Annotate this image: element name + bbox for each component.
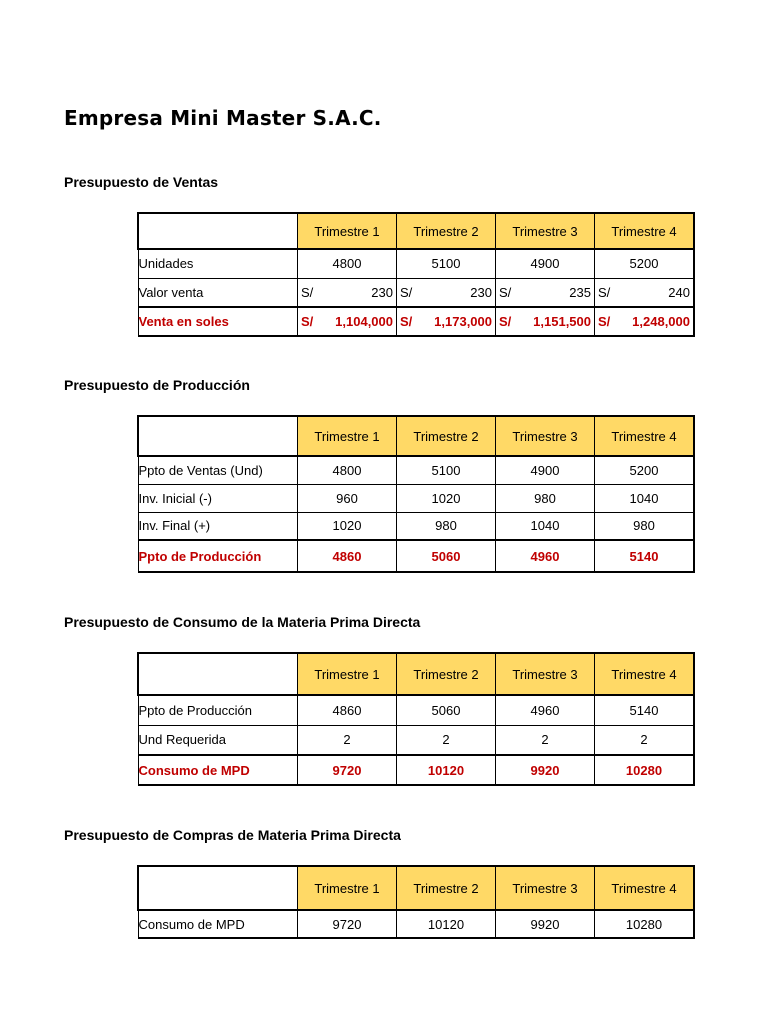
quarter-header: Trimestre 4 bbox=[595, 213, 695, 249]
cell-value: 1,151,500 bbox=[533, 314, 591, 329]
header-row bbox=[138, 213, 694, 249]
cell-value: 1,248,000 bbox=[632, 314, 690, 329]
cell-value: 4900 bbox=[496, 456, 595, 484]
table-row bbox=[138, 456, 694, 484]
blank-cell bbox=[138, 416, 298, 456]
cell-value: 240 bbox=[668, 284, 690, 300]
quarter-header: Trimestre 2 bbox=[397, 213, 496, 249]
cell-value: 2 bbox=[496, 725, 595, 755]
cell-value: 2 bbox=[397, 725, 496, 755]
cell-value: 9720 bbox=[298, 755, 397, 785]
table-compras bbox=[137, 865, 695, 939]
cell-currency-value bbox=[496, 307, 595, 336]
header-row bbox=[138, 653, 694, 695]
cell-value: 4960 bbox=[496, 540, 595, 572]
cell-value: 5200 bbox=[595, 249, 695, 278]
cell-value: 1,173,000 bbox=[434, 314, 492, 329]
section-heading-ventas: Presupuesto de Ventas bbox=[64, 174, 219, 190]
total-row bbox=[138, 755, 694, 785]
currency-symbol: S/ bbox=[301, 284, 314, 300]
cell-value: 5060 bbox=[397, 540, 496, 572]
cell-value: 4800 bbox=[298, 456, 397, 484]
table-row bbox=[138, 249, 694, 278]
quarter-header: Trimestre 1 bbox=[298, 653, 397, 695]
quarter-header: Trimestre 4 bbox=[595, 866, 695, 910]
cell-value: 1020 bbox=[298, 512, 397, 540]
quarter-header: Trimestre 2 bbox=[397, 866, 496, 910]
row-label: Ppto de Producción bbox=[138, 540, 298, 572]
row-label: Valor venta bbox=[138, 278, 298, 307]
cell-currency-value bbox=[595, 278, 695, 307]
cell-value: 10120 bbox=[397, 910, 496, 938]
row-label: Und Requerida bbox=[138, 725, 298, 755]
table-row bbox=[138, 695, 694, 725]
quarter-header: Trimestre 4 bbox=[595, 416, 695, 456]
cell-currency-value bbox=[298, 278, 397, 307]
row-label: Unidades bbox=[138, 249, 298, 278]
cell-value: 4900 bbox=[496, 249, 595, 278]
table-row bbox=[138, 512, 694, 540]
row-label: Ppto de Producción bbox=[138, 695, 298, 725]
header-row bbox=[138, 416, 694, 456]
currency-symbol: S/ bbox=[499, 284, 512, 300]
blank-cell bbox=[138, 866, 298, 910]
row-label: Consumo de MPD bbox=[138, 910, 298, 938]
currency-symbol: S/ bbox=[499, 314, 512, 329]
cell-value: 2 bbox=[595, 725, 695, 755]
cell-value: 230 bbox=[470, 284, 492, 300]
cell-value: 1020 bbox=[397, 484, 496, 512]
row-label: Venta en soles bbox=[138, 307, 298, 336]
cell-value: 1,104,000 bbox=[335, 314, 393, 329]
quarter-header: Trimestre 4 bbox=[595, 653, 695, 695]
table-consumo bbox=[137, 652, 695, 786]
cell-value: 1040 bbox=[496, 512, 595, 540]
quarter-header: Trimestre 1 bbox=[298, 213, 397, 249]
cell-value: 230 bbox=[371, 284, 393, 300]
row-label: Inv. Inicial (-) bbox=[138, 484, 298, 512]
cell-value: 9720 bbox=[298, 910, 397, 938]
row-label: Inv. Final (+) bbox=[138, 512, 298, 540]
cell-value: 2 bbox=[298, 725, 397, 755]
quarter-header: Trimestre 1 bbox=[298, 866, 397, 910]
cell-value: 5140 bbox=[595, 695, 695, 725]
table-ventas bbox=[137, 212, 695, 337]
row-label: Consumo de MPD bbox=[138, 755, 298, 785]
cell-value: 4800 bbox=[298, 249, 397, 278]
currency-symbol: S/ bbox=[301, 314, 314, 329]
quarter-header: Trimestre 2 bbox=[397, 416, 496, 456]
cell-value: 10280 bbox=[595, 910, 695, 938]
total-row bbox=[138, 307, 694, 336]
cell-value: 960 bbox=[298, 484, 397, 512]
cell-value: 1040 bbox=[595, 484, 695, 512]
cell-value: 5200 bbox=[595, 456, 695, 484]
blank-cell bbox=[138, 653, 298, 695]
cell-value: 5060 bbox=[397, 695, 496, 725]
quarter-header: Trimestre 3 bbox=[496, 653, 595, 695]
cell-currency-value bbox=[298, 307, 397, 336]
cell-value: 4960 bbox=[496, 695, 595, 725]
table-row bbox=[138, 278, 694, 307]
quarter-header: Trimestre 1 bbox=[298, 416, 397, 456]
cell-value: 9920 bbox=[496, 910, 595, 938]
cell-value: 10280 bbox=[595, 755, 695, 785]
currency-symbol: S/ bbox=[400, 284, 413, 300]
cell-value: 10120 bbox=[397, 755, 496, 785]
cell-value: 235 bbox=[569, 284, 591, 300]
table-row bbox=[138, 484, 694, 512]
cell-value: 4860 bbox=[298, 695, 397, 725]
table-row bbox=[138, 910, 694, 938]
cell-currency-value bbox=[595, 307, 695, 336]
cell-currency-value bbox=[397, 278, 496, 307]
cell-value: 980 bbox=[496, 484, 595, 512]
cell-value: 980 bbox=[595, 512, 695, 540]
row-label: Ppto de Ventas (Und) bbox=[138, 456, 298, 484]
section-heading-compras: Presupuesto de Compras de Materia Prima Directa bbox=[64, 827, 401, 843]
quarter-header: Trimestre 3 bbox=[496, 416, 595, 456]
cell-value: 980 bbox=[397, 512, 496, 540]
cell-value: 9920 bbox=[496, 755, 595, 785]
cell-value: 5140 bbox=[595, 540, 695, 572]
cell-value: 5100 bbox=[397, 456, 496, 484]
total-row bbox=[138, 540, 694, 572]
quarter-header: Trimestre 3 bbox=[496, 866, 595, 910]
blank-cell bbox=[138, 213, 298, 249]
header-row bbox=[138, 866, 694, 910]
table-produccion bbox=[137, 415, 695, 573]
currency-symbol: S/ bbox=[400, 314, 413, 329]
section-heading-consumo: Presupuesto de Consumo de la Materia Prima Directa bbox=[64, 614, 421, 630]
document-title: Empresa Mini Master S.A.C. bbox=[64, 106, 382, 130]
cell-currency-value bbox=[397, 307, 496, 336]
quarter-header: Trimestre 2 bbox=[397, 653, 496, 695]
cell-value: 4860 bbox=[298, 540, 397, 572]
cell-value: 5100 bbox=[397, 249, 496, 278]
quarter-header: Trimestre 3 bbox=[496, 213, 595, 249]
section-heading-produccion: Presupuesto de Producción bbox=[64, 377, 250, 393]
cell-currency-value bbox=[496, 278, 595, 307]
currency-symbol: S/ bbox=[598, 284, 611, 300]
currency-symbol: S/ bbox=[598, 314, 611, 329]
table-row bbox=[138, 725, 694, 755]
